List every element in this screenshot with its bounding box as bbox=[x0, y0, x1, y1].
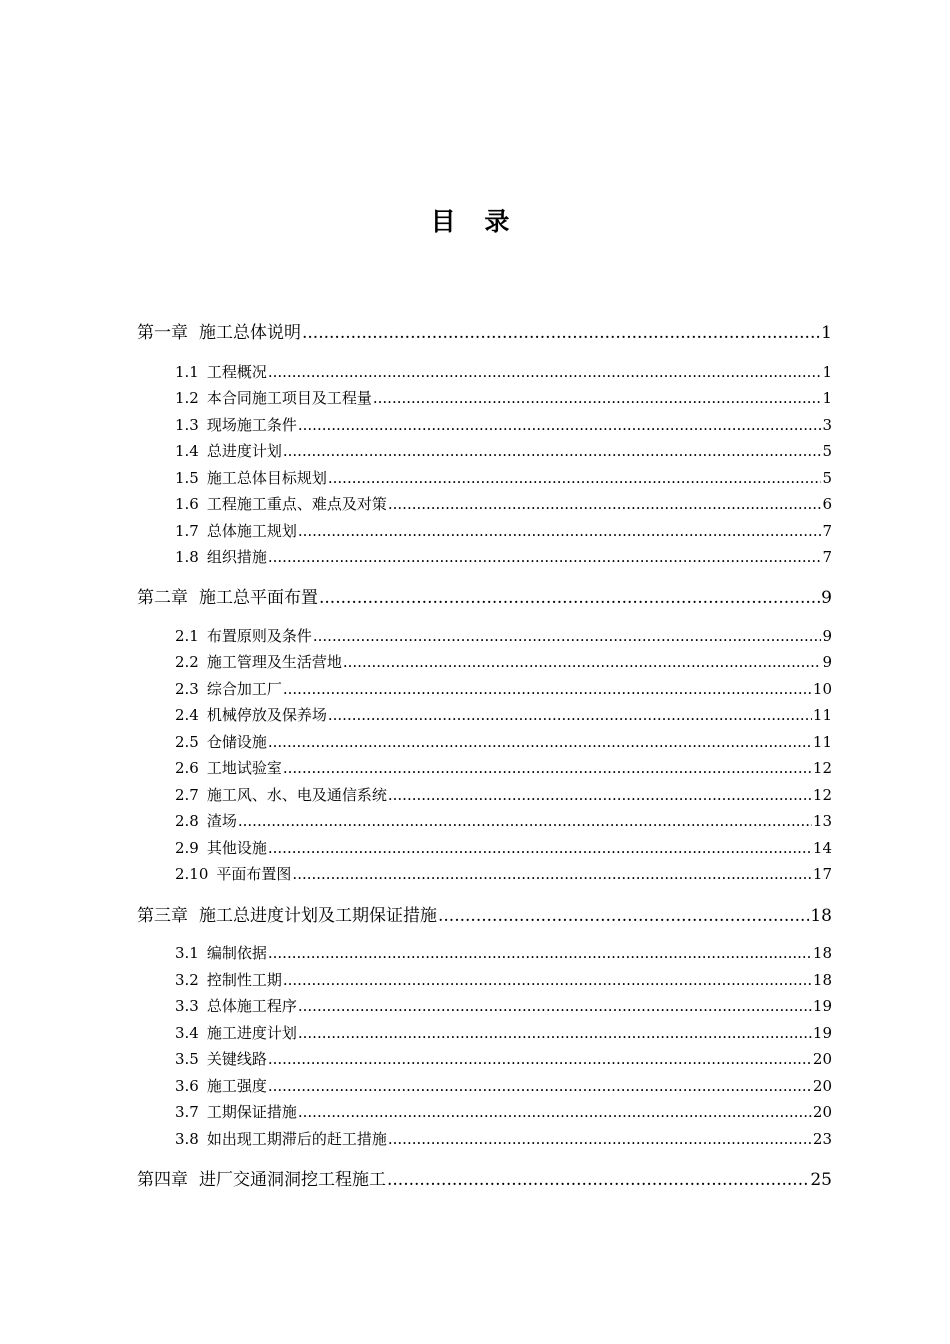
toc-dot-leader bbox=[268, 548, 822, 566]
toc-dot-leader bbox=[298, 522, 822, 540]
toc-entry-page: 13 bbox=[812, 812, 832, 830]
toc-entry-page: 10 bbox=[812, 680, 832, 698]
toc-dot-leader bbox=[283, 971, 812, 989]
toc-section-entry bbox=[175, 942, 832, 963]
toc-entry-page: 19 bbox=[812, 997, 832, 1015]
toc-entry-page: 11 bbox=[812, 733, 832, 751]
toc-entry-title: 施工总体说明 bbox=[199, 323, 301, 343]
toc-section-entry bbox=[175, 651, 832, 672]
toc-entry-title: 施工总体目标规划 bbox=[206, 469, 327, 487]
toc-entry-number: 2.7 bbox=[175, 786, 199, 804]
toc-chapter-entry bbox=[137, 1165, 832, 1190]
toc-dot-leader bbox=[302, 323, 820, 343]
toc-entry-page: 7 bbox=[822, 548, 832, 566]
toc-section-entry bbox=[175, 678, 832, 699]
toc-dot-leader bbox=[328, 469, 822, 487]
toc-dot-leader bbox=[313, 627, 822, 645]
toc-dot-leader bbox=[298, 1024, 812, 1042]
toc-entry-number: 第二章 bbox=[137, 588, 188, 608]
toc-entry-page: 9 bbox=[822, 653, 832, 671]
toc-entry-number: 3.5 bbox=[175, 1050, 199, 1068]
toc-entry-title: 施工进度计划 bbox=[206, 1024, 297, 1042]
toc-entry-title: 机械停放及保养场 bbox=[206, 706, 327, 724]
toc-dot-leader bbox=[268, 1050, 812, 1068]
toc-entry-page: 1 bbox=[821, 323, 832, 343]
toc-entry-title: 综合加工厂 bbox=[206, 680, 282, 698]
toc-entry-number: 2.3 bbox=[175, 680, 199, 698]
toc-dot-leader bbox=[388, 495, 822, 513]
toc-entry-page: 20 bbox=[812, 1077, 832, 1095]
toc-section-entry bbox=[175, 1128, 832, 1149]
toc-entry-number: 第四章 bbox=[137, 1170, 188, 1190]
toc-entry-title: 布置原则及条件 bbox=[206, 627, 312, 645]
toc-entry-page: 14 bbox=[812, 839, 832, 857]
toc-entry-number: 1.3 bbox=[175, 416, 199, 434]
toc-entry-title: 本合同施工项目及工程量 bbox=[206, 389, 372, 407]
toc-entry-page: 1 bbox=[822, 363, 832, 381]
toc-section-entry bbox=[175, 757, 832, 778]
toc-entry-number: 1.5 bbox=[175, 469, 199, 487]
toc-dot-leader bbox=[388, 786, 812, 804]
toc-entry-page: 7 bbox=[822, 522, 832, 540]
toc-dot-leader bbox=[268, 839, 812, 857]
toc-chapter-entry bbox=[137, 901, 832, 926]
toc-section-entry bbox=[175, 731, 832, 752]
toc-dot-leader bbox=[268, 733, 812, 751]
toc-entry-number: 第三章 bbox=[137, 906, 188, 926]
toc-entry-page: 9 bbox=[821, 588, 832, 608]
toc-entry-page: 17 bbox=[812, 865, 832, 883]
toc-entry-page: 9 bbox=[822, 627, 832, 645]
toc-dot-leader bbox=[328, 706, 812, 724]
toc-entry-number: 1.8 bbox=[175, 548, 199, 566]
toc-entry-title: 施工总平面布置 bbox=[199, 588, 318, 608]
toc-section-entry bbox=[175, 440, 832, 461]
toc-entry-title: 工地试验室 bbox=[206, 759, 282, 777]
toc-dot-leader bbox=[388, 1130, 812, 1148]
toc-entry-page: 5 bbox=[822, 442, 832, 460]
toc-entry-number: 2.1 bbox=[175, 627, 199, 645]
toc-section-entry bbox=[175, 1048, 832, 1069]
toc-entry-number: 1.1 bbox=[175, 363, 199, 381]
toc-entry-page: 18 bbox=[812, 971, 832, 989]
toc-entry-number: 1.7 bbox=[175, 522, 199, 540]
toc-entry-title: 如出现工期滞后的赶工措施 bbox=[206, 1130, 387, 1148]
toc-entry-number: 2.4 bbox=[175, 706, 199, 724]
toc-section-entry bbox=[175, 414, 832, 435]
toc-entry-title: 工程概况 bbox=[206, 363, 267, 381]
toc-entry-page: 19 bbox=[812, 1024, 832, 1042]
toc-section-entry bbox=[175, 520, 832, 541]
toc-entry-page: 3 bbox=[822, 416, 832, 434]
toc-entry-title: 施工总进度计划及工期保证措施 bbox=[199, 906, 437, 926]
toc-entry-number: 1.2 bbox=[175, 389, 199, 407]
toc-entry-title: 控制性工期 bbox=[206, 971, 282, 989]
toc-section-entry bbox=[175, 995, 832, 1016]
toc-dot-leader bbox=[283, 442, 822, 460]
toc-entry-title: 编制依据 bbox=[206, 944, 267, 962]
toc-entry-number: 3.4 bbox=[175, 1024, 199, 1042]
toc-entry-title: 总体施工规划 bbox=[206, 522, 297, 540]
toc-entry-number: 1.4 bbox=[175, 442, 199, 460]
toc-entry-number: 2.8 bbox=[175, 812, 199, 830]
toc-entry-page: 18 bbox=[810, 906, 832, 926]
toc-section-entry bbox=[175, 361, 832, 382]
toc-section-entry bbox=[175, 810, 832, 831]
toc-entry-title: 施工管理及生活营地 bbox=[206, 653, 342, 671]
toc-entry-page: 5 bbox=[822, 469, 832, 487]
toc-entry-number: 2.9 bbox=[175, 839, 199, 857]
toc-dot-leader bbox=[283, 680, 812, 698]
toc-dot-leader bbox=[298, 416, 822, 434]
toc-dot-leader bbox=[292, 865, 811, 883]
toc-section-entry bbox=[175, 784, 832, 805]
toc-dot-leader bbox=[343, 653, 822, 671]
toc-entry-title: 渣场 bbox=[206, 812, 237, 830]
toc-section-entry bbox=[175, 387, 832, 408]
toc-entry-number: 1.6 bbox=[175, 495, 199, 513]
toc-entry-number: 3.7 bbox=[175, 1103, 199, 1121]
toc-entry-number: 2.6 bbox=[175, 759, 199, 777]
toc-entry-title: 工程施工重点、难点及对策 bbox=[206, 495, 387, 513]
toc-entry-number: 第一章 bbox=[137, 323, 188, 343]
page-title: 目 录 bbox=[430, 207, 520, 236]
toc-entry-page: 18 bbox=[812, 944, 832, 962]
toc-entry-number: 3.6 bbox=[175, 1077, 199, 1095]
toc-section-entry bbox=[175, 625, 832, 646]
toc-entry-title: 关键线路 bbox=[206, 1050, 267, 1068]
toc-entry-title: 仓储设施 bbox=[206, 733, 267, 751]
toc-entry-title: 现场施工条件 bbox=[206, 416, 297, 434]
toc-entry-page: 23 bbox=[812, 1130, 832, 1148]
toc-section-entry bbox=[175, 863, 832, 884]
toc-dot-leader bbox=[387, 1170, 809, 1190]
toc-entry-title: 施工风、水、电及通信系统 bbox=[206, 786, 387, 804]
toc-entry-number: 2.10 bbox=[175, 865, 209, 883]
toc-entry-page: 25 bbox=[810, 1170, 832, 1190]
toc-entry-number: 2.5 bbox=[175, 733, 199, 751]
toc-entry-title: 总体施工程序 bbox=[206, 997, 297, 1015]
toc-entry-title: 平面布置图 bbox=[216, 865, 292, 883]
toc-entry-title: 工期保证措施 bbox=[206, 1103, 297, 1121]
toc-dot-leader bbox=[298, 1103, 812, 1121]
toc-section-entry bbox=[175, 493, 832, 514]
toc-entry-title: 总进度计划 bbox=[206, 442, 282, 460]
toc-entry-number: 3.1 bbox=[175, 944, 199, 962]
toc-entry-page: 1 bbox=[822, 389, 832, 407]
toc-entry-number: 3.8 bbox=[175, 1130, 199, 1148]
toc-dot-leader bbox=[283, 759, 812, 777]
toc-entry-page: 12 bbox=[812, 759, 832, 777]
toc-entry-page: 20 bbox=[812, 1103, 832, 1121]
toc-dot-leader bbox=[373, 389, 822, 407]
toc-entry-title: 组织措施 bbox=[206, 548, 267, 566]
toc-dot-leader bbox=[319, 588, 820, 608]
toc-entry-number: 3.3 bbox=[175, 997, 199, 1015]
toc-entry-page: 12 bbox=[812, 786, 832, 804]
toc-dot-leader bbox=[268, 363, 822, 381]
toc-entry-title: 进厂交通洞洞挖工程施工 bbox=[199, 1170, 386, 1190]
toc-section-entry bbox=[175, 546, 832, 567]
toc-dot-leader bbox=[238, 812, 812, 830]
toc-section-entry bbox=[175, 704, 832, 725]
toc-section-entry bbox=[175, 969, 832, 990]
toc-section-entry bbox=[175, 837, 832, 858]
toc-chapter-entry bbox=[137, 318, 832, 343]
toc-entry-number: 3.2 bbox=[175, 971, 199, 989]
toc-section-entry bbox=[175, 467, 832, 488]
toc-section-entry bbox=[175, 1101, 832, 1122]
toc-entry-number: 2.2 bbox=[175, 653, 199, 671]
toc-entry-page: 20 bbox=[812, 1050, 832, 1068]
toc-entry-title: 施工强度 bbox=[206, 1077, 267, 1095]
toc-section-entry bbox=[175, 1075, 832, 1096]
toc-chapter-entry bbox=[137, 583, 832, 608]
toc-dot-leader bbox=[268, 944, 812, 962]
toc-entry-title: 其他设施 bbox=[206, 839, 267, 857]
toc-entry-page: 11 bbox=[812, 706, 832, 724]
toc-entry-page: 6 bbox=[822, 495, 832, 513]
toc-dot-leader bbox=[298, 997, 812, 1015]
toc-section-entry bbox=[175, 1022, 832, 1043]
toc-dot-leader bbox=[268, 1077, 812, 1095]
toc-dot-leader bbox=[438, 906, 809, 926]
